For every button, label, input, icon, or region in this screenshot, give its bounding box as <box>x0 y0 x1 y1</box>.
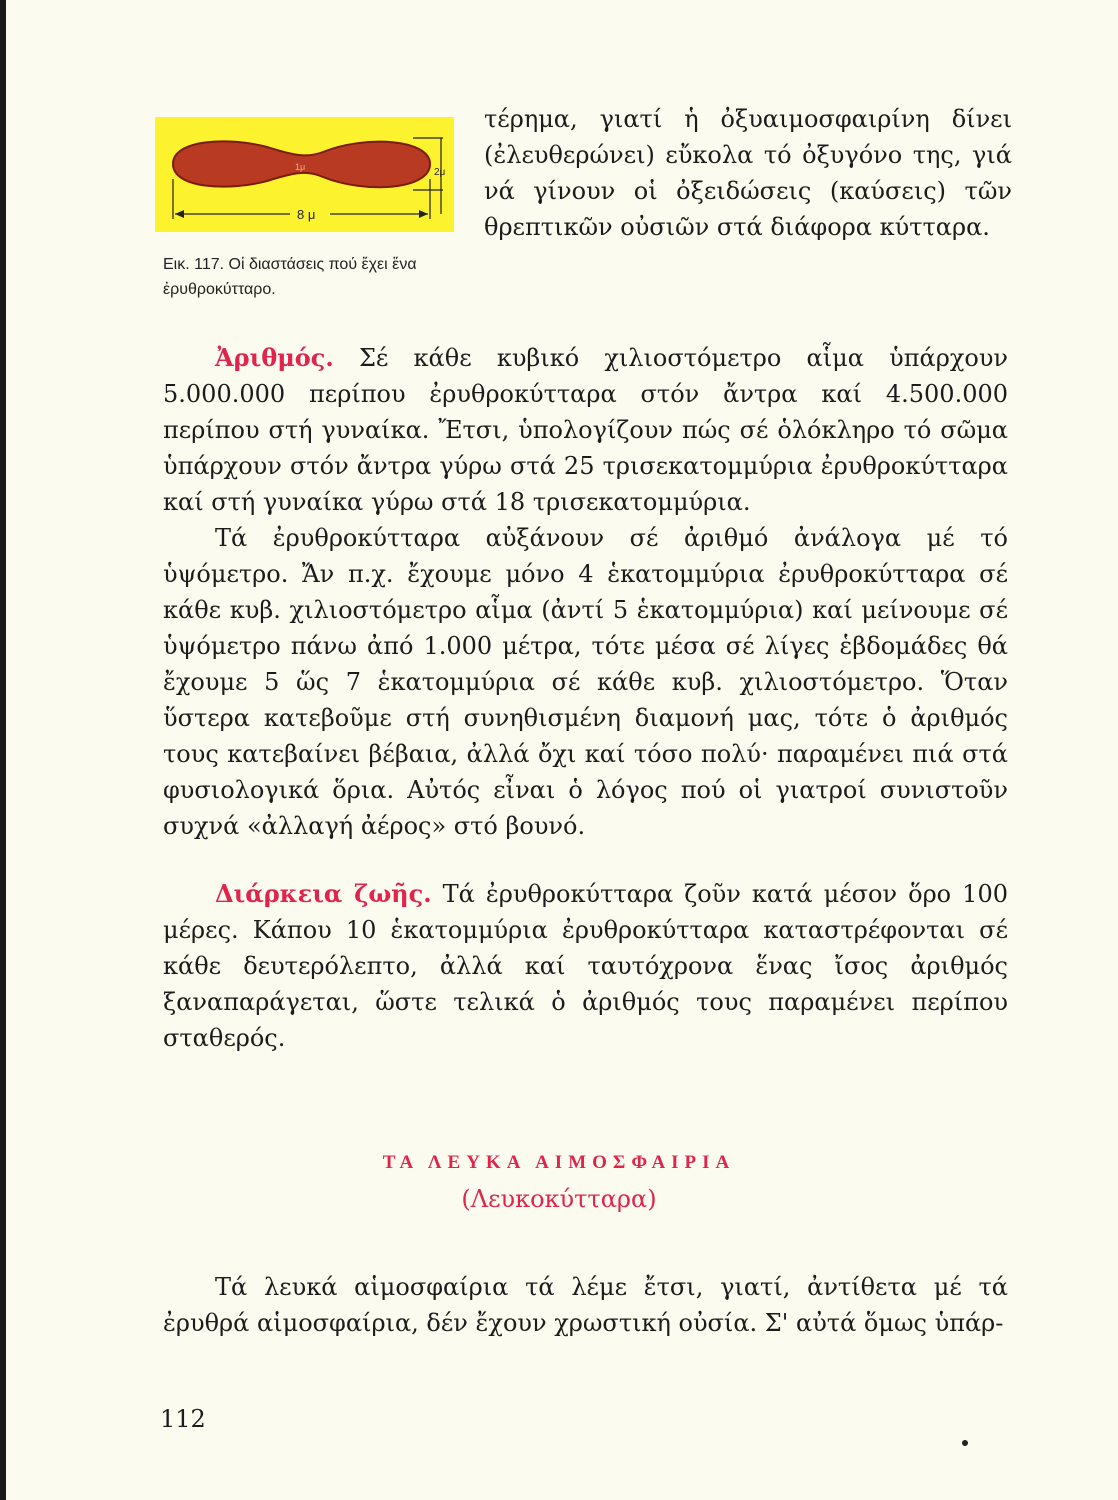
section-life-span <box>163 876 1008 1056</box>
number-paragraph-2: Τά ἐρυθροκύτταρα αὐξάνουν σέ ἀριθμό ἀνάλογα μέ τό ὑψόμετρο. Ἄν π.χ. ἔχουμε μόνο 4 ἑκατομμύρια ἐρυθροκύτταρα σέ κάθε κυβ. χιλιοστόμετρο αἷμα (ἀντί 5 ἑκατομμύρια) καί μείνουμε σέ ὑψόμετρο πάνω ἀπό 1.000 μέτρα, τότε μέσα σέ λίγες ἑβδομάδες θά ἔχουμε 5 ὥς 7 ἑκατομμύρια σέ κάθε κυβ. χιλιοστόμετρο. Ὅταν ὕστερα κατεβοῦμε στή συνηθισμένη διαμονή μας, τότε ὁ ἀριθμός τους κατεβαίνει βέβαια, ἀλλά ὄχι καί τόσο πολύ· παραμένει πιά στά φυσιολογικά ὅρια. Αὐτός εἶναι ὁ λόγος πού οἱ γιατροί συνιστοῦν συχνά «ἀλλαγή ἀέρος» στό βουνό. <box>163 524 1008 840</box>
white-cells-section-title: ΤΑ ΛΕΥΚΑ ΑΙΜΟΣΦΑΙΡΙΑ <box>382 1152 736 1173</box>
length-label: 8 μ <box>297 207 316 222</box>
figure-caption: Εικ. 117. Οἱ διαστάσεις πού ἔχει ἕνα ἐρυθροκύτταρο. <box>163 256 417 298</box>
thin-center-label: 1μ <box>295 162 306 172</box>
print-speck <box>962 1440 968 1446</box>
life-span-heading: Διάρκεια ζωῆς. <box>215 879 432 908</box>
number-paragraph-1-text: Σέ κάθε κυβικό χιλιοστόμετρο αἷμα ὑπάρχουν 5.000.000 περίπου ἐρυθροκύτταρα στόν ἄντρα καί 4.500.000 περίπου στή γυναίκα. Ἔτσι, ὑπολογίζουν πώς σέ ὁλόκληρο τό σῶμα ὑπάρχουν στόν ἄντρα γύρω στά 25 τρισεκατομμύρια ἐρυθροκύτταρα καί στή γυναίκα γύρω στά 18 τρισεκατομμύρια. <box>163 344 1008 516</box>
page-spine-edge <box>0 0 6 1500</box>
number-paragraph-1 <box>163 340 1008 520</box>
page-number: 112 <box>160 1405 206 1433</box>
white-cells-section-subtitle: (Λευκοκύτταρα) <box>461 1185 657 1213</box>
red-blood-cell-figure <box>155 117 454 232</box>
section-number <box>163 340 1008 844</box>
life-paragraph <box>163 876 1008 1056</box>
intro-paragraph: τέρημα, γιατί ἡ ὀξυαιμοσφαιρίνη δίνει (ἐλευθερώνει) εὔκολα τό ὀξυγόνο της, γιά νά γίνουν οἱ ὀξειδώσεις (καύσεις) τῶν θρεπτικῶν οὐσιῶν στά διάφορα κύτταρα. <box>484 105 1012 241</box>
life-paragraph-text: Τά ἐρυθροκύτταρα ζοῦν κατά μέσον ὅρο 100 μέρες. Κάπου 10 ἑκατομμύρια ἐρυθροκύτταρα καταστρέφονται σέ κάθε δευτερόλεπτο, ἀλλά καί ταυτόχρονα ἕνας ἴσος ἀριθμός ξαναπαράγεται, ὥστε τελικά ὁ ἀριθμός τους παραμένει περίπου σταθερός. <box>163 880 1008 1052</box>
white-cells-paragraph: Τά λευκά αἱμοσφαίρια τά λέμε ἔτσι, γιατί, ἀντίθετα μέ τά ἐρυθρά αἱμοσφαίρια, δέν ἔχουν χρωστική οὐσία. Σ' αὐτά ὅμως ὑπάρ- <box>163 1273 1008 1337</box>
number-heading: Ἀριθμός. <box>215 343 334 372</box>
height-label: 2μ <box>434 167 446 178</box>
section-white-cells <box>163 1269 1008 1341</box>
